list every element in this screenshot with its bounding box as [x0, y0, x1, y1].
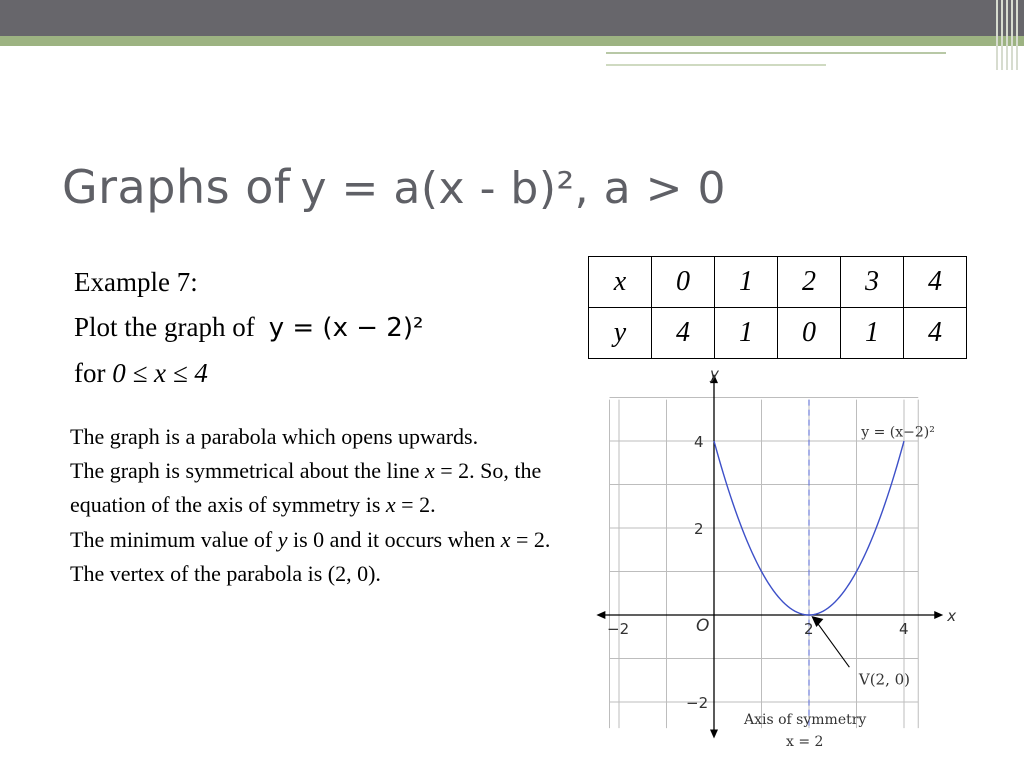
- text-span: The minimum value of: [70, 526, 278, 552]
- x-tick-label: 2: [804, 620, 814, 638]
- table-cell: 4: [904, 257, 967, 308]
- explanation-line: [70, 523, 560, 557]
- plot-prefix: Plot the graph of: [74, 312, 255, 342]
- range-line: [74, 351, 423, 396]
- top-bar: [0, 0, 1024, 36]
- table-cell: 0: [652, 257, 715, 308]
- range-value: 0 ≤ x ≤ 4: [112, 358, 208, 388]
- y-axis-label: y: [710, 365, 719, 383]
- table-cell: 0: [778, 308, 841, 359]
- x-axis-arrow: [596, 611, 605, 619]
- explanation-line: [70, 454, 560, 522]
- text-span: = 2. So, the equation of the axis of symmetry is: [70, 458, 542, 518]
- plot-line: [74, 305, 423, 351]
- text-span: x: [385, 492, 396, 518]
- text-span: The graph is symmetrical about the line: [70, 458, 425, 484]
- text-span: = 2.: [395, 492, 436, 518]
- y-axis-arrow: [710, 729, 718, 738]
- table-row: [589, 308, 967, 359]
- x-axis-label: x: [947, 607, 957, 625]
- text-span: = 2.: [510, 526, 551, 552]
- text-span: y: [277, 526, 288, 552]
- origin-label: O: [696, 616, 710, 636]
- table-row: [589, 257, 967, 308]
- accent-line: [606, 52, 946, 54]
- text-span: x: [424, 458, 435, 484]
- x-tick-label: −2: [607, 620, 630, 638]
- table-cell: x: [589, 257, 652, 308]
- curve-label: y = (x−2)²: [861, 424, 935, 441]
- table-cell: 4: [904, 308, 967, 359]
- table-cell: 2: [778, 257, 841, 308]
- y-tick-label: −2: [686, 694, 709, 712]
- explanation-line: The vertex of the parabola is (2, 0).: [70, 560, 381, 586]
- table-cell: 1: [715, 308, 778, 359]
- table-cell: y: [589, 308, 652, 359]
- x-tick-label: 4: [899, 620, 909, 638]
- y-tick-label: 2: [694, 520, 704, 538]
- title-equation: y = a(x - b)², a > 0: [300, 163, 726, 214]
- decorative-stripes: [992, 0, 1024, 70]
- text-span: is 0 and it occurs when: [287, 526, 501, 552]
- axis-of-symmetry-label: Axis of symmetry: [744, 712, 867, 728]
- values-table: [588, 256, 967, 359]
- slide-title: [62, 160, 726, 214]
- table-cell: 1: [841, 308, 904, 359]
- y-tick-label: 4: [694, 433, 704, 451]
- vertex-pointer: [815, 619, 850, 667]
- explanation-text: [70, 420, 560, 591]
- table-cell: 4: [652, 308, 715, 359]
- table-cell: 1: [715, 257, 778, 308]
- example-block: [74, 260, 423, 396]
- text-span: x: [500, 526, 511, 552]
- vertex-label: V(2, 0): [858, 670, 911, 689]
- example-heading: Example 7:: [74, 267, 198, 297]
- axis-of-symmetry-label: x = 2: [786, 734, 824, 750]
- explanation-line: The graph is a parabola which opens upwards.: [70, 424, 479, 449]
- range-prefix: for: [74, 358, 106, 388]
- plot-equation: y = (x − 2)²: [268, 313, 424, 343]
- accent-line: [606, 64, 826, 66]
- x-axis-arrow: [934, 611, 943, 619]
- title-text: Graphs of: [62, 160, 291, 214]
- accent-bar: [0, 36, 1024, 46]
- parabola-graph: [592, 362, 992, 758]
- table-cell: 3: [841, 257, 904, 308]
